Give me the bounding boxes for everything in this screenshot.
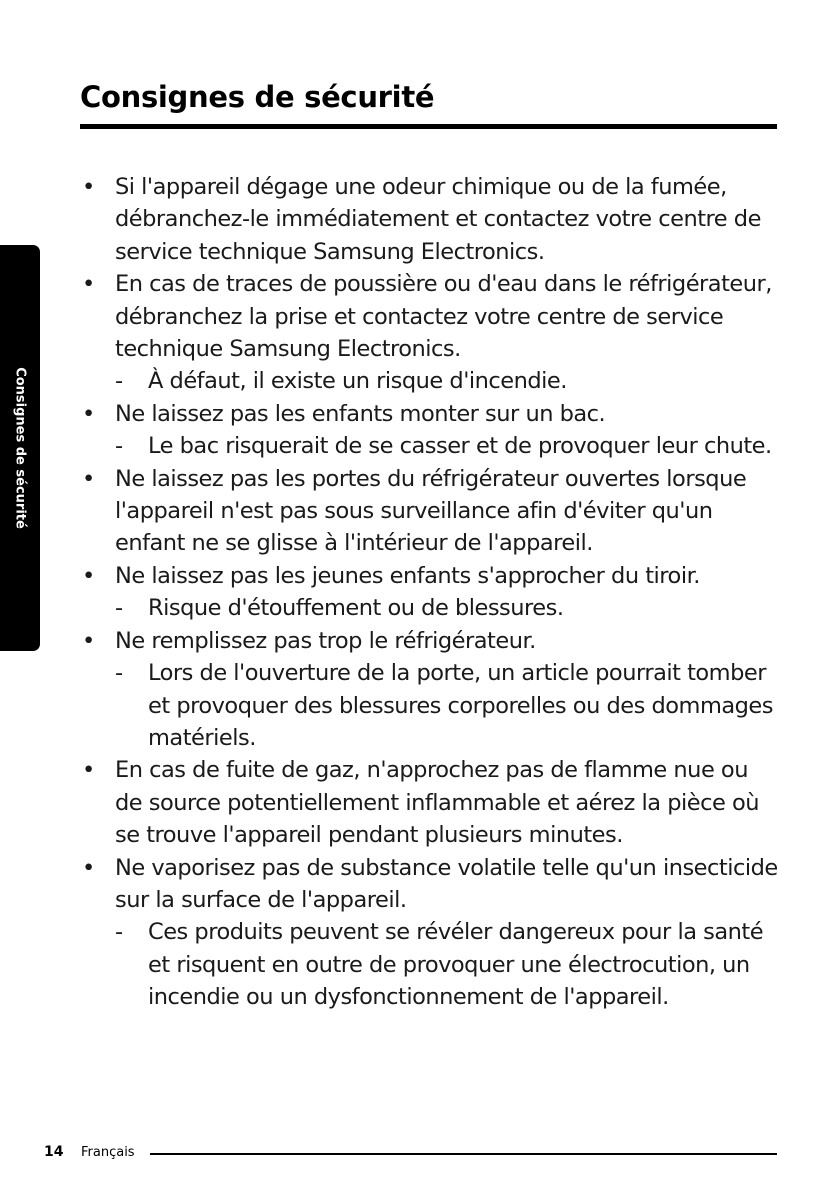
dash-icon: - [115,919,123,946]
item-text: Ne laissez pas les portes du réfrigérateur ouvertes lorsque l'appareil n'est pas sous surveillance afin d'éviter qu'un enfant ne se glisse à l'intérieur de l'appareil. [115,465,747,557]
sub-item-text: Lors de l'ouverture de la porte, un article pourrait tomber et provoquer des blessures corporelles ou des dommages matériels. [148,660,773,751]
safety-item [80,560,780,625]
title-underline [80,124,777,129]
sub-list [115,365,780,397]
page-number: 14 [44,1144,64,1160]
safety-instructions-list [80,171,780,1014]
item-text: Si l'appareil dégage une odeur chimique ou de la fumée, débranchez-le immédiatement et contactez votre centre de service technique Samsung Electronics. [115,174,761,265]
item-text: Ne laissez pas les enfants monter sur un bac. [115,400,606,427]
sub-item-text: Ces produits peuvent se révéler dangereux pour la santé et risquent en outre de provoquer une électrocution, un incendie ou un dysfonctionnement de l'appareil. [148,919,764,1011]
safety-item [80,171,780,268]
sub-item [115,592,780,624]
bullet-icon: • [82,271,95,298]
item-text: Ne remplissez pas trop le réfrigérateur. [115,627,536,654]
dash-icon: - [115,660,123,687]
bullet-icon: • [82,400,95,427]
safety-item [80,754,780,851]
sub-list [115,592,780,624]
sub-item-text: Risque d'étouffement ou de blessures. [148,595,564,622]
sub-list [115,657,780,754]
bullet-icon: • [82,627,95,654]
safety-item [80,852,780,1014]
safety-item [80,463,780,560]
bullet-icon: • [82,174,95,200]
sub-item-text: À défaut, il existe un risque d'incendie. [148,368,567,395]
bullet-icon: • [82,854,95,881]
item-text: En cas de fuite de gaz, n'approchez pas de flamme nue ou de source potentiellement inflammable et aérez la pièce où se trouve l'appareil pendant plusieurs minutes. [115,757,759,849]
sub-item [115,916,780,1013]
safety-item [80,398,780,463]
bullet-icon: • [82,757,95,784]
safety-item [80,625,780,755]
sub-item [115,657,780,754]
sub-list [115,430,780,462]
sub-item [115,430,780,462]
sub-item-text: Le bac risquerait de se casser et de provoquer leur chute. [148,433,772,460]
section-side-tab [0,245,40,651]
bullet-icon: • [82,562,95,589]
item-text: Ne vaporisez pas de substance volatile telle qu'un insecticide sur la surface de l'appareil. [115,854,778,913]
side-tab-label: Consignes de sécurité [12,367,28,529]
dash-icon: - [115,368,123,395]
dash-icon: - [115,595,123,622]
sub-item [115,365,780,397]
bullet-icon: • [82,465,95,492]
footer-rule [150,1153,777,1155]
sub-list [115,916,780,1013]
page-title: Consignes de sécurité [80,80,435,114]
dash-icon: - [115,433,123,460]
footer-language: Français [81,1145,135,1160]
safety-item [80,268,780,398]
item-text: En cas de traces de poussière ou d'eau dans le réfrigérateur, débranchez la prise et contactez votre centre de service technique Samsung Electronics. [115,271,772,363]
item-text: Ne laissez pas les jeunes enfants s'approcher du tiroir. [115,562,700,589]
